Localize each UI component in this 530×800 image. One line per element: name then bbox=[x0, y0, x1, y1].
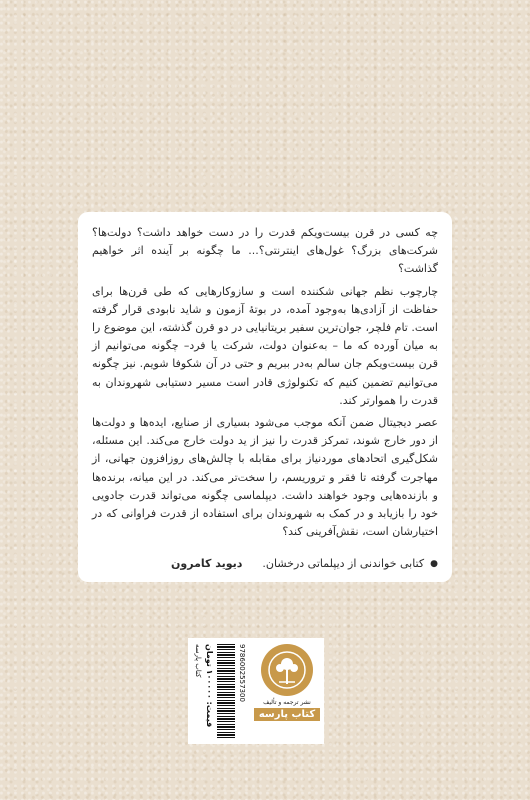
endorsement bbox=[92, 557, 438, 570]
publisher-logo bbox=[261, 644, 313, 696]
intro-paragraph: چه کسی در قرن بیست‌ویکم قدرت را در دست خواهد داشت؟ دولت‌ها؟ شرکت‌های بزرگ؟ غول‌های اینترنتی؟... ما چگونه بر آینده اثر خواهیم گذاشت؟ bbox=[92, 226, 438, 276]
bullet-icon: ● bbox=[430, 558, 438, 569]
endorsement-quote: کتابی خواندنی از دیپلماتی درخشان. bbox=[262, 557, 425, 571]
barcode bbox=[217, 644, 235, 738]
endorsement-author: دیوید کامرون bbox=[171, 557, 243, 571]
publisher-name: کتاب پارسه bbox=[254, 708, 320, 721]
price-label: قیمت: ۱۰۰۰۰۰ تومان bbox=[205, 644, 214, 728]
summary-paragraph: چارچوب نظم جهانی شکننده است و سازوکارهایی که طی قرن‌ها برای حفاظت از آزادی‌ها به‌وجود آمده، در بوتهٔ آزمون و شاید نابودی قرار گرفته است. تام فلچر، جوان‌ترین سفیر بریتانیایی در دو قرن گذشته، این موضوع را به میان آورده که ما – به‌عنوان دولت، شرکت یا فرد– چگونه می‌توانیم از قرن بیست‌ویکم جان سالم به‌در ببریم و حتی در آن شکوفا شویم. نیز چگونه می‌توانیم تضمین کنیم که تکنولوژی قادر است مسیر دستیابی شهروندان به قدرت را هموارتر کند. bbox=[92, 284, 438, 407]
publisher-line: نشر ترجمه و تألیف bbox=[263, 699, 311, 706]
publisher-logo-block bbox=[256, 644, 318, 738]
store-label: کتاب پارسه bbox=[194, 644, 202, 678]
back-cover-text-panel bbox=[78, 212, 452, 582]
barcode-block bbox=[194, 644, 252, 738]
isbn-number: 9786002557300 bbox=[238, 644, 246, 702]
tree-emblem-icon bbox=[267, 650, 307, 690]
digital-age-paragraph: عصر دیجیتال ضمن آنکه موجب می‌شود بسیاری از صنایع، ایده‌ها و دولت‌ها از دور خارج شوند، تمرکز قدرت را نیز از ید دولت خارج می‌کند. این مسئله، شکل‌گیری اتحادهای موردنیاز برای مقابله با چالش‌های روزافزون جهانی، از مهاجرت گرفته تا فقر و تروریسم، را سخت‌تر می‌کند. در این میانه، برنده‌ها و بازنده‌هایی وجود خواهند داشت. دیپلماسی چگونه می‌تواند قدرت جادویی خود را بازیابد و در کمک به شهروندان برای استفاده از قدرت فراوانی که در اختیارشان است، نقش‌آفرینی کند؟ bbox=[92, 416, 438, 539]
price-barcode-sticker bbox=[188, 638, 324, 744]
